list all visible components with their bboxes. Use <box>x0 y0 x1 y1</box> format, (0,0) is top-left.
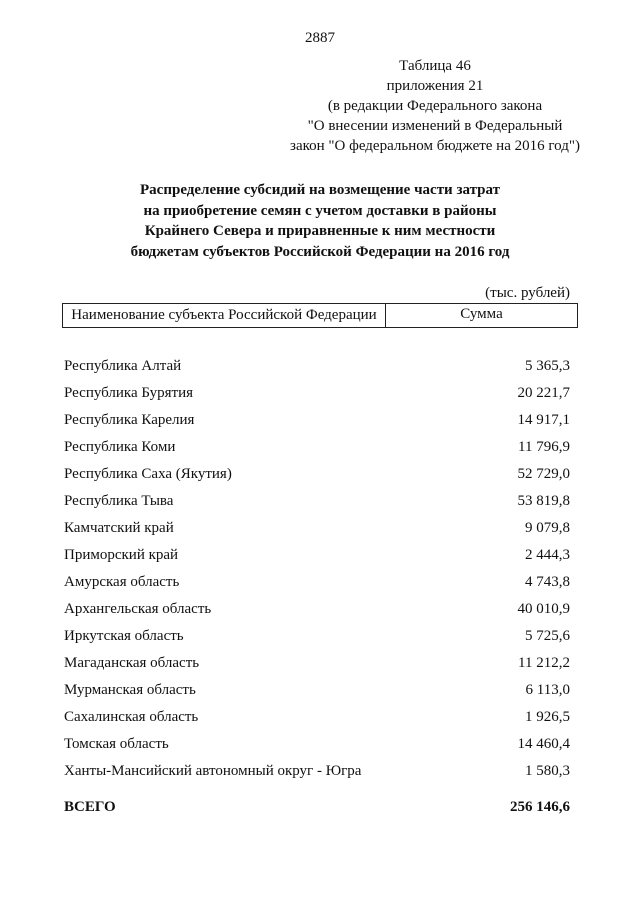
table-row <box>64 434 570 461</box>
table-row <box>64 515 570 542</box>
row-sum: 6 113,0 <box>525 682 570 698</box>
row-name: Иркутская область <box>64 628 184 644</box>
title-line: Крайнего Севера и приравненные к ним местности <box>144 223 496 239</box>
row-name: Ханты-Мансийский автономный округ - Югра <box>64 763 362 779</box>
row-sum: 5 725,6 <box>525 628 570 644</box>
table-row <box>64 758 570 785</box>
title-line: Распределение субсидий на возмещение части затрат <box>140 182 500 198</box>
row-sum: 14 917,1 <box>517 412 570 428</box>
total-label: ВСЕГО <box>64 799 116 815</box>
row-sum: 20 221,7 <box>517 385 570 401</box>
row-sum: 53 819,8 <box>517 493 570 509</box>
row-name: Камчатский край <box>64 520 174 536</box>
row-sum: 40 010,9 <box>517 601 570 617</box>
table-row <box>64 380 570 407</box>
row-name: Сахалинская область <box>64 709 199 725</box>
table-row <box>64 623 570 650</box>
table-row <box>64 731 570 758</box>
row-sum: 52 729,0 <box>517 466 570 482</box>
total-row <box>64 799 570 816</box>
row-sum: 2 444,3 <box>525 547 570 563</box>
row-name: Республика Тыва <box>64 493 174 509</box>
header-line: закон "О федеральном бюджете на 2016 год") <box>290 138 580 154</box>
table-row <box>64 461 570 488</box>
row-name: Республика Бурятия <box>64 385 194 401</box>
title-line: бюджетам субъектов Российской Федерации на 2016 год <box>130 243 510 260</box>
table-row <box>64 677 570 704</box>
table-row <box>64 407 570 434</box>
column-header-name: Наименование субъекта Российской Федерации <box>63 304 386 327</box>
title-line: на приобретение семян с учетом доставки в районы <box>143 202 497 219</box>
row-name: Приморский край <box>64 547 179 563</box>
table-row <box>64 704 570 731</box>
header-line: Таблица 46 <box>399 58 471 74</box>
row-sum: 11 796,9 <box>518 439 570 455</box>
table-row <box>64 569 570 596</box>
row-sum: 11 212,2 <box>518 655 570 671</box>
header-line: "О внесении изменений в Федеральный <box>307 118 563 134</box>
row-sum: 1 926,5 <box>525 709 570 725</box>
row-sum: 4 743,8 <box>525 574 570 590</box>
row-sum: 5 365,3 <box>525 358 570 374</box>
document-title <box>60 180 580 262</box>
header-line: приложения 21 <box>386 78 484 94</box>
total-sum: 256 146,6 <box>510 799 570 815</box>
row-name: Мурманская область <box>64 682 196 698</box>
page-number: 2887 <box>305 30 335 46</box>
table-row <box>64 353 570 380</box>
header-line: (в редакции Федерального закона <box>327 98 543 114</box>
row-sum: 14 460,4 <box>517 736 570 752</box>
column-header-sum: Сумма <box>460 306 503 322</box>
row-name: Архангельская область <box>64 601 212 617</box>
row-name: Республика Алтай <box>64 358 182 374</box>
row-sum: 9 079,8 <box>525 520 570 536</box>
row-name: Магаданская область <box>64 655 200 671</box>
row-name: Амурская область <box>64 574 180 590</box>
table-body <box>64 353 570 785</box>
units-label: (тыс. рублей) <box>485 285 570 301</box>
table-row <box>64 596 570 623</box>
row-name: Томская область <box>64 736 169 752</box>
row-name: Республика Саха (Якутия) <box>64 466 232 482</box>
row-name: Республика Коми <box>64 439 176 455</box>
row-sum: 1 580,3 <box>525 763 570 779</box>
table-row <box>64 542 570 569</box>
table-row <box>64 488 570 515</box>
table-header <box>62 303 578 328</box>
table-row <box>64 650 570 677</box>
appendix-reference <box>270 56 600 156</box>
row-name: Республика Карелия <box>64 412 195 428</box>
